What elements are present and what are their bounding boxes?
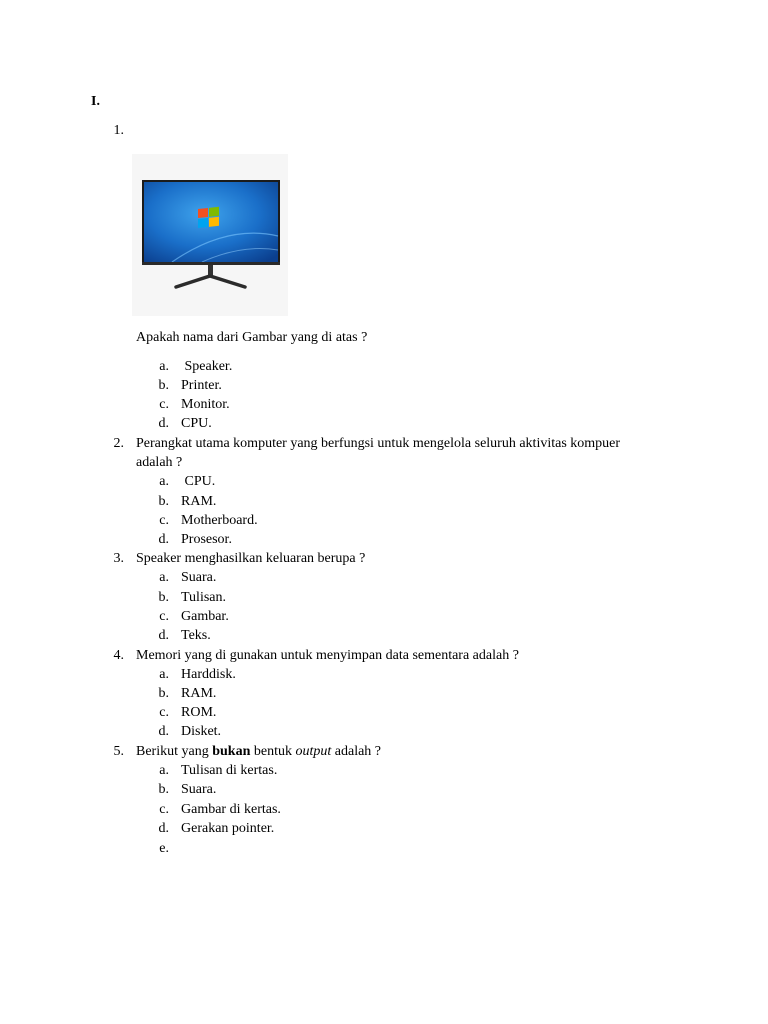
prompt-text: bentuk [250,744,296,759]
option-text: Tulisan. [181,590,227,605]
option-text: Speaker. [181,359,233,374]
option-text: Printer. [181,378,222,393]
option-letter: a. [159,474,169,489]
option-letter: c. [159,513,169,528]
monitor-image [132,154,288,316]
option-letter: a. [159,763,169,778]
monitor-icon [132,154,288,316]
question-number: 4. [113,648,124,663]
option-letter: a. [159,359,169,374]
question-prompt: Memori yang di gunakan untuk menyimpan data sementara adalah ? [136,648,519,663]
section-label: I. [91,94,100,109]
option-text: RAM. [181,494,217,509]
question-prompt: Speaker menghasilkan keluaran berupa ? [136,551,366,566]
question-prompt [136,744,381,760]
option-letter: d. [158,628,169,643]
option-letter: d. [158,416,169,431]
option-text: Disket. [181,724,222,739]
question-number: 2. [113,436,124,451]
option-text: Suara. [181,570,217,585]
option-letter: d. [158,532,169,547]
question-number: 5. [113,744,124,759]
option-text: CPU. [181,474,216,489]
option-text: Prosesor. [181,532,232,547]
prompt-bold-text: bukan [212,744,251,759]
option-text: Gerakan pointer. [181,821,275,836]
option-letter: b. [158,378,169,393]
option-letter: d. [158,724,169,739]
option-letter: c. [159,802,169,817]
option-text: CPU. [181,416,212,431]
option-text: Suara. [181,782,217,797]
prompt-italic-text: output [295,744,332,759]
option-letter: c. [159,705,169,720]
option-text: RAM. [181,686,217,701]
prompt-text: Berikut yang [136,744,213,759]
option-text: Teks. [181,628,211,643]
question-number: 3. [113,551,124,566]
option-letter: c. [159,609,169,624]
question-prompt-line1: Perangkat utama komputer yang berfungsi untuk mengelola seluruh aktivitas kompuer [136,436,621,451]
option-text: Tulisan di kertas. [181,763,278,778]
option-letter: d. [158,821,169,836]
option-text: Gambar. [181,609,229,624]
option-letter: a. [159,667,169,682]
prompt-text: adalah ? [331,744,382,759]
question-prompt-line2: adalah ? [136,455,183,470]
option-letter: b. [158,590,169,605]
option-letter: b. [158,494,169,509]
option-letter: b. [158,782,169,797]
option-letter: c. [159,397,169,412]
option-letter: a. [159,570,169,585]
question-prompt: Apakah nama dari Gambar yang di atas ? [136,330,368,345]
option-text: ROM. [181,705,217,720]
option-letter: e. [159,841,169,856]
option-text: Motherboard. [181,513,258,528]
question-number: 1. [113,123,124,138]
option-text: Gambar di kertas. [181,802,281,817]
option-letter: b. [158,686,169,701]
option-text: Harddisk. [181,667,236,682]
option-text: Monitor. [181,397,230,412]
